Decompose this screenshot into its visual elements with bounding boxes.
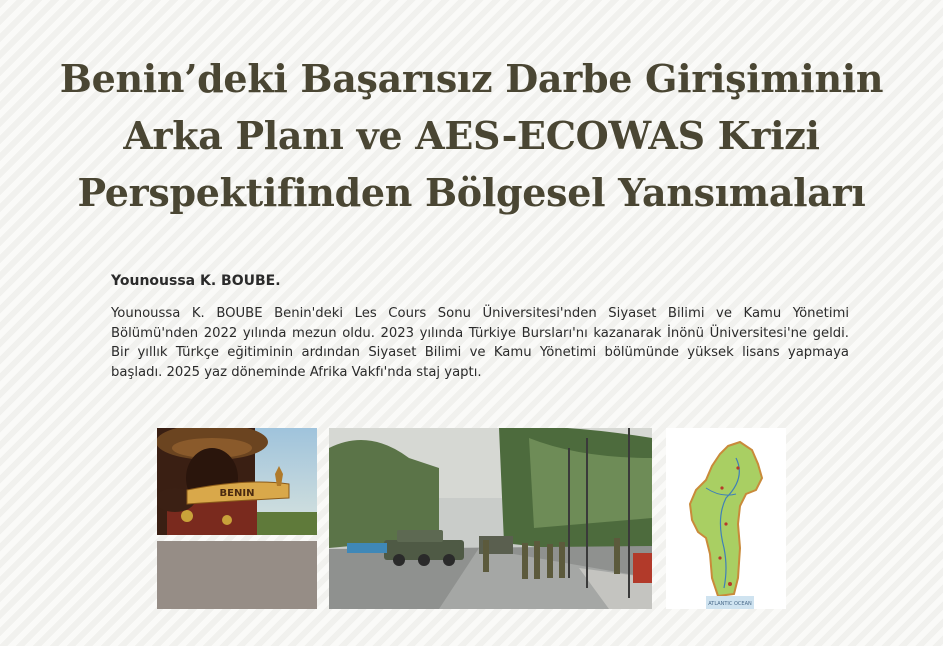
map-ocean-label: ATLANTIC OCEAN — [708, 601, 752, 607]
author-bio: Younoussa K. BOUBE Benin'deki Les Cours Sonu Üniversitesi'nden Siyaset Bilimi ve Kamu Yönetimi Bölümü'nden 2022 yılında mezun oldu. 2023 yılında Türkiye Bursları'nı kazanarak İnönü Üniversitesi'ne geldi. Bir yıllık Türkçe eğitiminin ardından Siyaset Bilimi ve Kamu Yönetimi bölümünde yüksek lisans yapmaya başladı. 2025 yaz döneminde Afrika Vakfı'nda staj yaptı. — [111, 306, 849, 380]
title-line-2: Arka Planı ve AES-ECOWAS Krizi — [123, 113, 820, 158]
author-name: Younoussa K. BOUBE. — [111, 273, 281, 289]
street-photo — [329, 428, 652, 609]
title-line-3: Perspektifinden Bölgesel Yansımaları — [77, 170, 866, 215]
title-line-1: Benin’deki Başarısız Darbe Girişiminin — [59, 56, 884, 101]
portrait-photo — [157, 428, 317, 535]
gray-block — [157, 541, 317, 609]
portrait-sign-text: BENIN — [219, 488, 255, 499]
article-title — [40, 50, 903, 221]
benin-map — [666, 428, 786, 609]
